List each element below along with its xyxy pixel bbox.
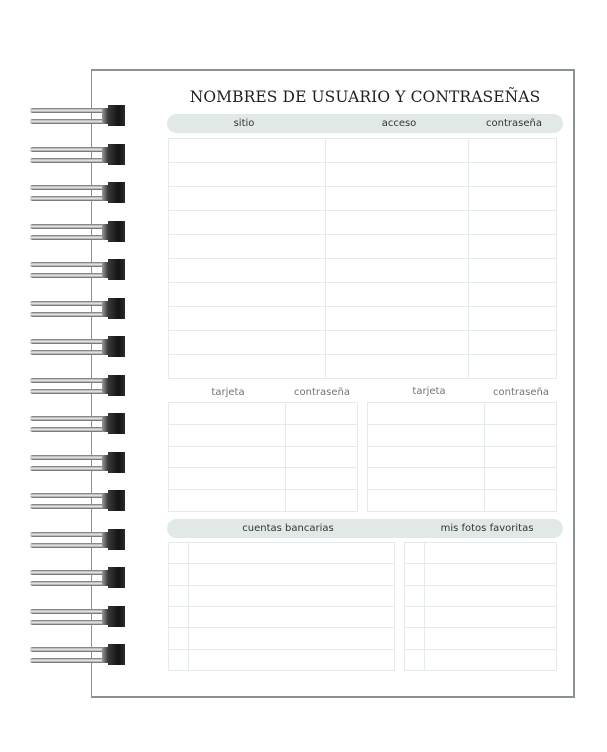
card-table-2-row — [368, 424, 557, 446]
credentials-table-cell[interactable] — [468, 307, 556, 331]
credentials-table-cell[interactable] — [468, 163, 556, 187]
credentials-table-cell[interactable] — [468, 331, 556, 355]
bank-accounts-table — [168, 542, 395, 671]
credentials-table-cell[interactable] — [468, 139, 556, 163]
card-table-2-row — [368, 490, 557, 512]
bank-accounts-table-cell[interactable] — [188, 543, 394, 564]
card-table-2-header-contrasena: contraseña — [493, 387, 549, 398]
bank-accounts-table-cell[interactable] — [188, 606, 394, 627]
bank-accounts-table-cell[interactable] — [169, 585, 189, 606]
credentials-table-cell[interactable] — [169, 187, 326, 211]
card-table-1-cell[interactable] — [285, 424, 357, 446]
credentials-table-cell[interactable] — [468, 187, 556, 211]
credentials-table-row — [169, 211, 557, 235]
card-table-2-header-tarjeta: tarjeta — [412, 386, 446, 397]
card-table-1-cell[interactable] — [169, 403, 286, 425]
header-contrasena: contraseña — [486, 118, 542, 129]
credentials-table — [168, 138, 557, 379]
credentials-table-cell[interactable] — [169, 139, 326, 163]
card-table-2-cell[interactable] — [368, 424, 485, 446]
favorite-photos-table-cell[interactable] — [405, 564, 425, 585]
favorite-photos-table-row — [405, 543, 557, 564]
spiral-ring — [30, 298, 126, 320]
credentials-table-cell[interactable] — [325, 187, 468, 211]
card-table-1-cell[interactable] — [285, 403, 357, 425]
spiral-ring — [30, 336, 126, 358]
card-table-2 — [367, 402, 557, 512]
favorite-photos-table-cell[interactable] — [405, 606, 425, 627]
credentials-table-row — [169, 331, 557, 355]
credentials-table-row — [169, 139, 557, 163]
card-table-1-cell[interactable] — [285, 490, 357, 512]
credentials-table-cell[interactable] — [169, 211, 326, 235]
favorite-photos-table-row — [405, 628, 557, 649]
credentials-table-cell[interactable] — [325, 139, 468, 163]
bank-accounts-table-cell[interactable] — [188, 649, 394, 670]
credentials-table-cell[interactable] — [468, 355, 556, 379]
favorite-photos-table-cell[interactable] — [424, 628, 556, 649]
favorite-photos-table — [404, 542, 557, 671]
credentials-table-row — [169, 163, 557, 187]
spiral-ring — [30, 221, 126, 243]
credentials-table-cell[interactable] — [169, 307, 326, 331]
bank-accounts-table-cell[interactable] — [188, 585, 394, 606]
card-table-1-cell[interactable] — [285, 468, 357, 490]
spiral-ring — [30, 375, 126, 397]
favorite-photos-table-row — [405, 649, 557, 670]
card-table-2-row — [368, 468, 557, 490]
card-table-1-cell[interactable] — [169, 468, 286, 490]
credentials-table-row — [169, 307, 557, 331]
card-table-1-row — [169, 468, 358, 490]
bank-accounts-table-row — [169, 628, 395, 649]
credentials-table-cell[interactable] — [169, 163, 326, 187]
card-table-1-header-contrasena: contraseña — [294, 387, 350, 398]
header-cuentas-bancarias: cuentas bancarias — [242, 523, 334, 534]
credentials-table-cell[interactable] — [325, 355, 468, 379]
card-table-1-cell[interactable] — [169, 424, 286, 446]
card-table-2-cell[interactable] — [368, 490, 485, 512]
card-table-2-cell[interactable] — [484, 424, 556, 446]
card-table-2-row — [368, 446, 557, 468]
bank-accounts-table-cell[interactable] — [169, 649, 189, 670]
favorite-photos-table-cell[interactable] — [405, 628, 425, 649]
header-sitio: sitio — [233, 118, 255, 129]
credentials-table-row — [169, 259, 557, 283]
credentials-table-cell[interactable] — [169, 331, 326, 355]
card-table-1-cell[interactable] — [169, 446, 286, 468]
credentials-table-cell[interactable] — [468, 259, 556, 283]
credentials-table-cell[interactable] — [325, 211, 468, 235]
credentials-table-cell[interactable] — [468, 235, 556, 259]
credentials-table-cell[interactable] — [468, 283, 556, 307]
card-table-2-cell[interactable] — [484, 403, 556, 425]
bank-accounts-table-cell[interactable] — [188, 564, 394, 585]
spiral-ring — [30, 413, 126, 435]
card-table-2-cell[interactable] — [484, 446, 556, 468]
favorite-photos-table-row — [405, 564, 557, 585]
favorite-photos-table-cell[interactable] — [424, 649, 556, 670]
credentials-table-cell[interactable] — [325, 163, 468, 187]
credentials-table-cell[interactable] — [169, 355, 326, 379]
credentials-table-cell[interactable] — [169, 235, 326, 259]
credentials-table-cell[interactable] — [325, 283, 468, 307]
favorite-photos-table-cell[interactable] — [405, 543, 425, 564]
favorite-photos-table-cell[interactable] — [424, 543, 556, 564]
spiral-ring — [30, 259, 126, 281]
card-table-2-cell[interactable] — [368, 403, 485, 425]
card-table-1-row — [169, 403, 358, 425]
bank-accounts-table-row — [169, 585, 395, 606]
favorite-photos-table-cell[interactable] — [424, 606, 556, 627]
card-table-1-row — [169, 490, 358, 512]
spiral-ring — [30, 105, 126, 127]
bank-accounts-table-cell[interactable] — [188, 628, 394, 649]
credentials-table-cell[interactable] — [325, 331, 468, 355]
spiral-ring — [30, 144, 126, 166]
bank-accounts-table-row — [169, 606, 395, 627]
card-table-1-row — [169, 446, 358, 468]
credentials-table-row — [169, 283, 557, 307]
spiral-ring — [30, 567, 126, 589]
favorite-photos-table-cell[interactable] — [405, 585, 425, 606]
bank-accounts-table-cell[interactable] — [169, 564, 189, 585]
card-table-2-row — [368, 403, 557, 425]
spiral-ring — [30, 606, 126, 628]
credentials-table-cell[interactable] — [325, 307, 468, 331]
favorite-photos-table-row — [405, 606, 557, 627]
spiral-ring — [30, 182, 126, 204]
bank-accounts-table-cell[interactable] — [169, 606, 189, 627]
credentials-table-row — [169, 187, 557, 211]
card-table-1 — [168, 402, 358, 512]
header-acceso: acceso — [381, 118, 417, 129]
credentials-table-row — [169, 235, 557, 259]
credentials-table-cell[interactable] — [169, 259, 326, 283]
bank-accounts-table-cell[interactable] — [169, 543, 189, 564]
page-title: NOMBRES DE USUARIO Y CONTRASEÑAS — [189, 88, 541, 106]
bank-accounts-table-row — [169, 543, 395, 564]
bank-accounts-table-row — [169, 564, 395, 585]
spiral-ring — [30, 452, 126, 474]
credentials-table-cell[interactable] — [325, 259, 468, 283]
favorite-photos-table-cell[interactable] — [405, 649, 425, 670]
card-table-1-cell[interactable] — [169, 490, 286, 512]
header-mis-fotos-favoritas: mis fotos favoritas — [440, 523, 534, 534]
favorite-photos-table-cell[interactable] — [424, 585, 556, 606]
card-table-2-cell[interactable] — [484, 468, 556, 490]
card-table-2-cell[interactable] — [368, 468, 485, 490]
bank-accounts-table-row — [169, 649, 395, 670]
card-table-2-cell[interactable] — [368, 446, 485, 468]
favorite-photos-table-row — [405, 585, 557, 606]
card-table-1-cell[interactable] — [285, 446, 357, 468]
credentials-table-cell[interactable] — [169, 283, 326, 307]
bank-accounts-table-cell[interactable] — [169, 628, 189, 649]
credentials-table-cell[interactable] — [325, 235, 468, 259]
spiral-ring — [30, 490, 126, 512]
credentials-table-row — [169, 355, 557, 379]
card-table-2-cell[interactable] — [484, 490, 556, 512]
card-table-1-header-tarjeta: tarjeta — [211, 387, 245, 398]
card-table-1-row — [169, 424, 358, 446]
spiral-ring — [30, 644, 126, 666]
favorite-photos-table-cell[interactable] — [424, 564, 556, 585]
spiral-ring — [30, 529, 126, 551]
credentials-table-cell[interactable] — [468, 211, 556, 235]
